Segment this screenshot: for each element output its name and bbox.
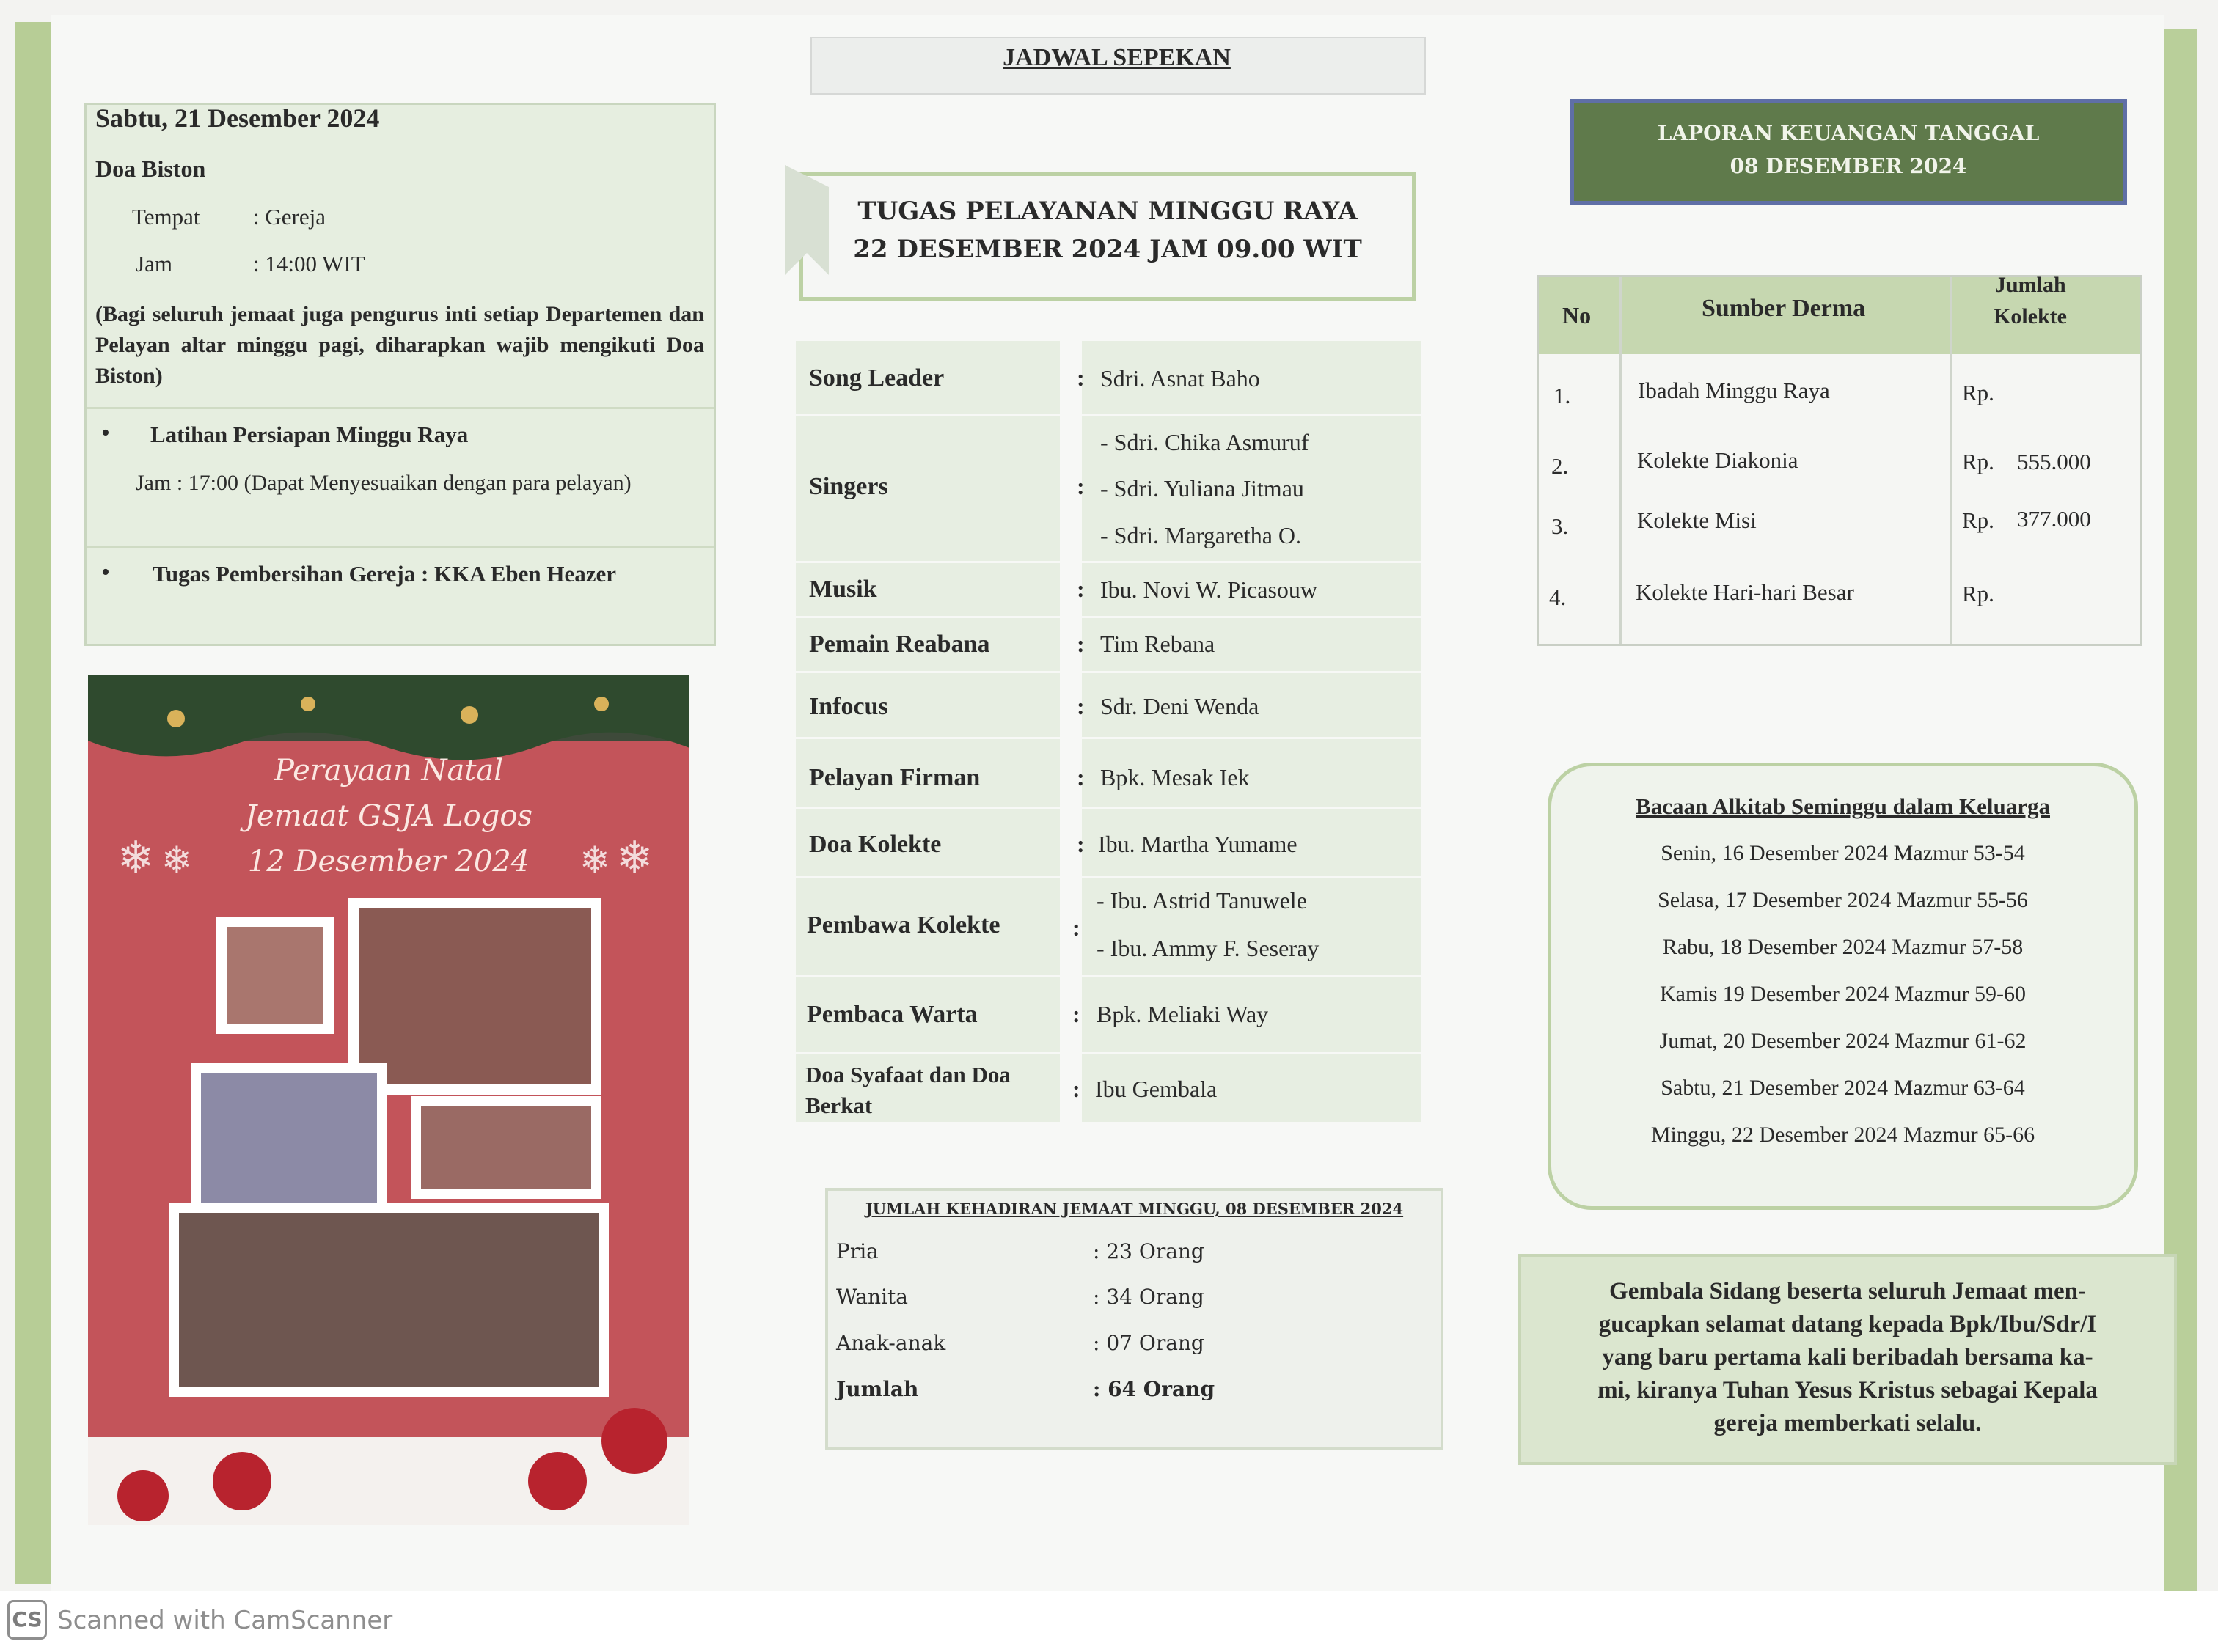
row-divider — [796, 807, 1421, 809]
column-divider — [1619, 277, 1622, 644]
name-singer: - Sdri. Margaretha O. — [1100, 522, 1301, 548]
reading: Sabtu, 21 Desember 2024 Mazmur 63-64 — [1661, 1076, 2025, 1100]
place-value: : Gereja — [253, 204, 326, 230]
role-doa-kolekte: Doa Kolekte — [809, 831, 942, 858]
header-source: Sumber Derma — [1702, 295, 1866, 322]
bible-title: Bacaan Alkitab Seminggu dalam Keluarga — [1636, 793, 2050, 819]
reading: Jumat, 20 Desember 2024 Mazmur 61-62 — [1659, 1029, 2027, 1053]
name-pelayan-firman: Bpk. Mesak Iek — [1100, 764, 1250, 790]
row-currency: Rp. — [1962, 449, 1994, 474]
row-currency: Rp. — [1962, 507, 1994, 533]
name-pembaca-warta: Bpk. Meliaki Way — [1097, 1001, 1269, 1027]
reading: Senin, 16 Desember 2024 Mazmur 53-54 — [1661, 841, 2025, 865]
welcome-line: yang baru pertama kali beribadah bersama ka- — [1602, 1344, 2093, 1370]
welcome-line: mi, kiranya Tuhan Yesus Kristus sebagai Kepala — [1597, 1377, 2098, 1403]
name-singer: - Sdri. Yuliana Jitmau — [1100, 475, 1304, 502]
name-pembawa-kolekte: - Ibu. Ammy F. Seseray — [1097, 935, 1320, 961]
ornament-icon — [528, 1452, 587, 1510]
bullet: • — [101, 419, 110, 447]
time-value: : 14:00 WIT — [253, 251, 365, 276]
colon: : — [1077, 693, 1085, 719]
row-divider — [796, 414, 1421, 416]
colon: : — [1077, 831, 1085, 857]
christmas-poster — [88, 675, 689, 1525]
role-doa-syafaat: Doa Syafaat dan Doa Berkat — [805, 1062, 1011, 1118]
colon: : — [1077, 764, 1085, 790]
role-singers: Singers — [809, 473, 888, 500]
row-currency: Rp. — [1962, 581, 1994, 606]
ornament-icon — [213, 1452, 271, 1510]
attendance-title: JUMLAH KEHADIRAN JEMAAT MINGGU, 08 DESEMBER 2024 — [865, 1200, 1404, 1218]
camscanner-text: Scanned with CamScanner — [57, 1606, 393, 1635]
row-amount: 377.000 — [2017, 506, 2091, 532]
row-no: 2. — [1551, 453, 1569, 479]
name-infocus: Sdr. Deni Wenda — [1100, 693, 1259, 719]
header-amount: Kolekte — [1994, 304, 2067, 328]
welcome-line: gucapkan selamat datang kepada Bpk/Ibu/Sdr/I — [1598, 1311, 2097, 1337]
event-photo — [411, 1096, 601, 1199]
colon: : — [1072, 914, 1080, 941]
role-rebana: Pemain Reabana — [809, 631, 990, 658]
colon: : — [1077, 364, 1085, 391]
finance-title-1: LAPORAN KEUANGAN TANGGAL — [1657, 121, 2040, 145]
event-title: Doa Biston — [95, 155, 206, 182]
poster-title-3: 12 Desember 2024 — [247, 845, 530, 878]
attendance-value: : 23 Orang — [1093, 1239, 1204, 1263]
row-divider — [796, 1052, 1421, 1054]
attendance-label: Wanita — [836, 1285, 908, 1309]
ornament-icon — [601, 1408, 667, 1474]
attendance-total-value: : 64 Orang — [1093, 1377, 1215, 1401]
welcome-line: gereja memberkati selalu. — [1713, 1410, 1982, 1436]
row-no: 3. — [1551, 513, 1569, 539]
snowflake-icon — [117, 829, 660, 887]
name-doa-kolekte: Ibu. Martha Yumame — [1098, 831, 1298, 857]
role-infocus: Infocus — [809, 693, 888, 720]
role-pembawa-kolekte: Pembawa Kolekte — [807, 911, 1000, 939]
row-source: Ibadah Minggu Raya — [1638, 378, 1830, 403]
row-divider — [796, 671, 1421, 673]
row-divider — [796, 561, 1421, 563]
name-song-leader: Sdri. Asnat Baho — [1100, 365, 1260, 392]
colon: : — [1077, 576, 1085, 602]
row-divider — [796, 975, 1421, 977]
ornament-icon — [117, 1470, 169, 1521]
practice-title: Latihan Persiapan Minggu Raya — [150, 422, 469, 447]
event-photo — [169, 1203, 609, 1397]
reading: Rabu, 18 Desember 2024 Mazmur 57-58 — [1662, 935, 2024, 959]
row-no: 1. — [1553, 383, 1571, 408]
svg-text:❄: ❄ — [117, 834, 155, 882]
row-divider — [796, 616, 1421, 618]
colon: : — [1077, 473, 1085, 499]
finance-title-2: 08 DESEMBER 2024 — [1730, 154, 1967, 178]
doa-biston-note: (Bagi seluruh jemaat juga pengurus inti setiap Departemen dan Pelayan altar minggu pagi, diharapkan wajib mengikuti Doa Biston) — [95, 302, 704, 388]
row-source: Kolekte Hari-hari Besar — [1636, 579, 1854, 605]
column-divider — [1950, 277, 1952, 644]
schedule-date: Sabtu, 21 Desember 2024 — [95, 103, 380, 133]
attendance-value: : 34 Orang — [1093, 1285, 1204, 1309]
attendance-label: Pria — [836, 1239, 879, 1263]
attendance-value: : 07 Orang — [1093, 1331, 1204, 1355]
welcome-line: Gembala Sidang beserta seluruh Jemaat men- — [1609, 1278, 2086, 1304]
colon: : — [1077, 631, 1085, 657]
header-amount: Jumlah — [1995, 273, 2066, 297]
cleaning-duty: Tugas Pembersihan Gereja : KKA Eben Heazer — [153, 561, 617, 587]
row-no: 4. — [1549, 584, 1567, 610]
bullet: • — [101, 559, 110, 586]
row-source: Kolekte Misi — [1637, 507, 1757, 533]
svg-text:❄: ❄ — [579, 840, 610, 881]
name-musik: Ibu. Novi W. Picasouw — [1100, 576, 1317, 603]
role-song-leader: Song Leader — [809, 364, 945, 392]
row-currency: Rp. — [1962, 380, 1994, 405]
colon: : — [1072, 1001, 1080, 1027]
reading: Minggu, 22 Desember 2024 Mazmur 65-66 — [1650, 1123, 2035, 1147]
banner-line-2: 22 DESEMBER 2024 JAM 09.00 WIT — [853, 235, 1362, 264]
divider — [87, 546, 714, 548]
row-divider — [796, 737, 1421, 739]
snow-ground — [88, 1437, 689, 1525]
colon: : — [1072, 1076, 1080, 1102]
attendance-total-label: Jumlah — [836, 1377, 919, 1401]
role-pelayan-firman: Pelayan Firman — [809, 764, 981, 791]
weekly-header: JADWAL SEPEKAN — [1003, 44, 1231, 71]
row-source: Kolekte Diakonia — [1637, 447, 1798, 473]
attendance-box — [825, 1188, 1443, 1450]
event-photo — [191, 1063, 387, 1217]
camscanner-logo-icon: CS — [7, 1600, 47, 1640]
event-photo — [216, 917, 334, 1034]
divider — [87, 407, 714, 409]
poster-title-2: Jemaat GSJA Logos — [245, 799, 532, 833]
reading: Kamis 19 Desember 2024 Mazmur 59-60 — [1659, 982, 2027, 1006]
name-singer: - Sdri. Chika Asmuruf — [1100, 429, 1309, 455]
svg-text:❄: ❄ — [161, 840, 192, 881]
banner-line-1: TUGAS PELAYANAN MINGGU RAYA — [857, 197, 1358, 226]
poster-title-1: Perayaan Natal — [274, 754, 504, 788]
name-rebana: Tim Rebana — [1100, 631, 1215, 657]
svg-text:❄: ❄ — [616, 834, 654, 882]
place-label: Tempat — [132, 204, 200, 230]
reading: Selasa, 17 Desember 2024 Mazmur 55-56 — [1658, 888, 2028, 912]
row-divider — [796, 876, 1421, 878]
attendance-label: Anak-anak — [836, 1331, 946, 1355]
finance-report-header — [1570, 99, 2127, 205]
role-musik: Musik — [809, 576, 877, 603]
name-pembawa-kolekte: - Ibu. Astrid Tanuwele — [1097, 887, 1307, 914]
row-amount: 555.000 — [2017, 449, 2091, 474]
name-doa-syafaat: Ibu Gembala — [1095, 1076, 1218, 1102]
role-pembaca-warta: Pembaca Warta — [807, 1001, 978, 1028]
header-no: No — [1562, 302, 1592, 328]
time-label: Jam — [136, 251, 172, 276]
practice-time: Jam : 17:00 (Dapat Menyesuaikan dengan para pelayan) — [136, 471, 632, 495]
